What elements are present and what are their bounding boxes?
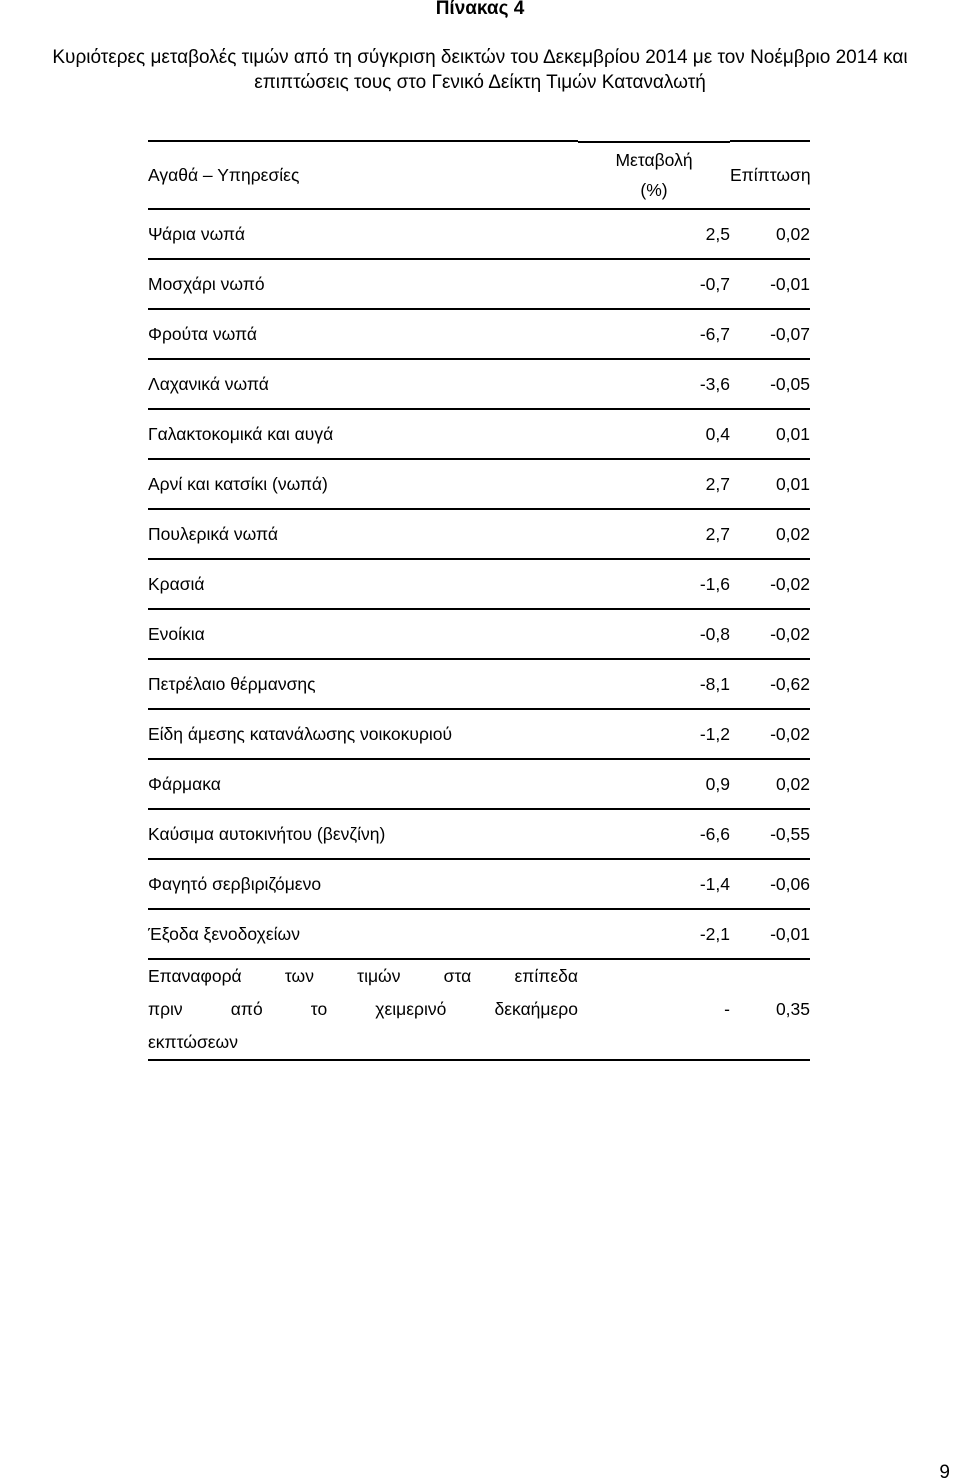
row-item: Κρασιά	[148, 559, 578, 609]
row-change: -1,6	[578, 559, 730, 609]
row-item: Έξοδα ξενοδοχείων	[148, 909, 578, 959]
row-item: Ψάρια νωπά	[148, 209, 578, 259]
row-impact: 0,02	[730, 759, 810, 809]
row-change: 2,5	[578, 209, 730, 259]
row-item: Ενοίκια	[148, 609, 578, 659]
note-item	[148, 959, 578, 1060]
table-row	[148, 759, 810, 809]
table-row	[148, 609, 810, 659]
row-item: Φάρμακα	[148, 759, 578, 809]
header-change-label: Μεταβολή	[615, 149, 693, 170]
row-impact: 0,02	[730, 509, 810, 559]
row-item: Αρνί και κατσίκι (νωπά)	[148, 459, 578, 509]
row-impact: 0,02	[730, 209, 810, 259]
note-item-line: εκπτώσεων	[148, 1032, 238, 1052]
header-change-percent	[578, 141, 730, 209]
table-row-note	[148, 959, 810, 1060]
row-impact: -0,07	[730, 309, 810, 359]
row-change: -6,6	[578, 809, 730, 859]
row-impact: -0,55	[730, 809, 810, 859]
row-item: Λαχανικά νωπά	[148, 359, 578, 409]
row-change: 2,7	[578, 509, 730, 559]
note-impact: 0,35	[730, 959, 810, 1060]
row-change: 0,9	[578, 759, 730, 809]
table-row	[148, 509, 810, 559]
row-impact: -0,02	[730, 709, 810, 759]
table-row	[148, 909, 810, 959]
table-row	[148, 859, 810, 909]
row-item: Είδη άμεσης κατανάλωσης νοικοκυριού	[148, 709, 578, 759]
table-header-row	[148, 141, 810, 209]
row-impact: -0,01	[730, 259, 810, 309]
row-impact: 0,01	[730, 459, 810, 509]
row-impact: 0,01	[730, 409, 810, 459]
table-row	[148, 359, 810, 409]
row-item: Μοσχάρι νωπό	[148, 259, 578, 309]
table-row	[148, 709, 810, 759]
page-title: Πίνακας 4	[435, 0, 525, 19]
row-impact: -0,02	[730, 559, 810, 609]
row-item: Γαλακτοκομικά και αυγά	[148, 409, 578, 459]
table-body	[148, 209, 810, 959]
table-row	[148, 259, 810, 309]
row-change: -3,6	[578, 359, 730, 409]
header-change-unit: (%)	[640, 179, 668, 200]
header-goods-services: Αγαθά – Υπηρεσίες	[148, 141, 578, 209]
header-impact: Επίπτωση	[730, 141, 810, 209]
row-item: Πετρέλαιο θέρμανσης	[148, 659, 578, 709]
table-row	[148, 209, 810, 259]
caption-line: επιπτώσεις τους στο Γενικό Δείκτη Τιμών Καταναλωτή	[254, 72, 706, 93]
row-change: -0,8	[578, 609, 730, 659]
table-row	[148, 409, 810, 459]
note-item-line: Επαναφορά των τιμών στα επίπεδα	[148, 966, 578, 986]
caption-line: Κυριότερες μεταβολές τιμών από τη σύγκριση δεικτών του Δεκεμβρίου 2014 με τον Νοέμβριο 2014 και	[52, 47, 908, 68]
table-row	[148, 459, 810, 509]
row-item: Φαγητό σερβιριζόμενο	[148, 859, 578, 909]
row-change: -2,1	[578, 909, 730, 959]
row-change: -0,7	[578, 259, 730, 309]
row-change: -6,7	[578, 309, 730, 359]
row-change: 2,7	[578, 459, 730, 509]
row-item: Φρούτα νωπά	[148, 309, 578, 359]
row-change: -1,2	[578, 709, 730, 759]
row-impact: -0,05	[730, 359, 810, 409]
price-changes-table	[148, 140, 810, 1061]
row-change: -1,4	[578, 859, 730, 909]
row-item: Πουλερικά νωπά	[148, 509, 578, 559]
row-impact: -0,01	[730, 909, 810, 959]
note-item-line: πριν από το χειμερινό δεκαήμερο	[148, 999, 578, 1019]
table-row	[148, 559, 810, 609]
table-row	[148, 809, 810, 859]
page-number: 9	[939, 1462, 950, 1483]
row-impact: -0,06	[730, 859, 810, 909]
row-item: Καύσιμα αυτοκινήτου (βενζίνη)	[148, 809, 578, 859]
row-impact: -0,62	[730, 659, 810, 709]
row-change: -8,1	[578, 659, 730, 709]
row-impact: -0,02	[730, 609, 810, 659]
row-change: 0,4	[578, 409, 730, 459]
note-change: -	[578, 959, 730, 1060]
table-row	[148, 309, 810, 359]
table-caption	[0, 45, 960, 95]
table-row	[148, 659, 810, 709]
